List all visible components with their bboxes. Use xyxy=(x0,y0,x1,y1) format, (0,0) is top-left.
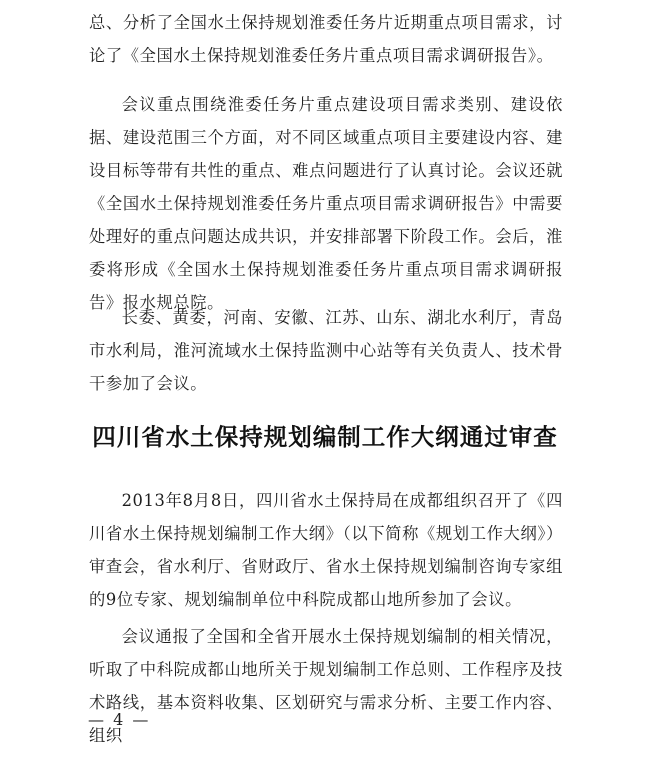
paragraph-attendees: 长委、黄委，河南、安徽、江苏、山东、湖北水利厅，青岛市水利局，淮河流域水土保持监测中心站等有关负责人、技术骨干参加了会议。 xyxy=(89,308,563,393)
paragraph-continued: 总、分析了全国水土保持规划淮委任务片近期重点项目需求，讨论了《全国水土保持规划淮委任务片重点项目需求调研报告》。 xyxy=(89,13,563,65)
page-number: — 4 — xyxy=(88,710,151,729)
section-title: 四川省水土保持规划编制工作大纲通过审查 xyxy=(92,423,558,451)
paragraph-review-meeting: 2013年8月8日，四川省水土保持局在成都组织召开了《四川省水土保持规划编制工作大纲》（以下简称《规划工作大纲》）审查会，省水利厅、省财政厅、省水土保持规划编制咨询专家组的9位专家、规划编制单位中科院成都山地所参加了会议。 xyxy=(89,491,563,609)
paragraph-meeting-focus: 会议重点围绕淮委任务片重点建设项目需求类别、建设依据、建设范围三个方面，对不同区域重点项目主要建设内容、建设目标等带有共性的重点、难点问题进行了认真讨论。会议还就《全国水土保持规划淮委任务片重点项目需求调研报告》中需要处理好的重点问题达成共识，并安排部署下阶段工作。会后，淮委将形成《全国水土保持规划淮委任务片重点项目需求调研报告》报水规总院。 xyxy=(89,95,563,312)
paragraph-meeting-report: 会议通报了全国和全省开展水土保持规划编制的相关情况，听取了中科院成都山地所关于规划编制工作总则、工作程序及技术路线，基本资料收集、区划研究与需求分析、主要工作内容、组织 xyxy=(89,627,563,745)
